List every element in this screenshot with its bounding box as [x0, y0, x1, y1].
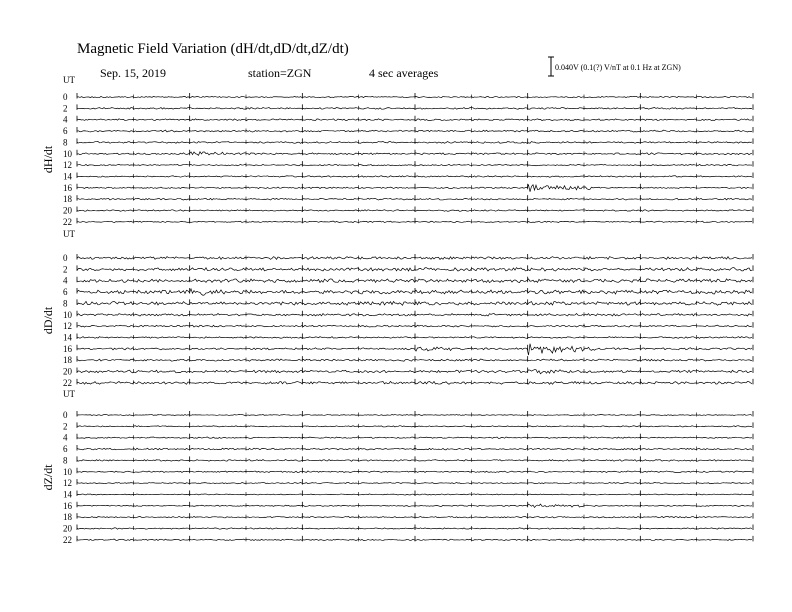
trace-line [77, 370, 752, 374]
station-label: station=ZGN [248, 66, 312, 80]
trace-line [77, 539, 752, 540]
trace-line [77, 130, 752, 132]
trace-line [77, 152, 752, 156]
trace-line [77, 528, 752, 529]
trace-line [77, 313, 752, 316]
trace-line [77, 108, 752, 110]
row-label: 22 [63, 216, 72, 227]
trace-line [77, 414, 752, 415]
row-label: 4 [63, 275, 68, 286]
trace-line [77, 448, 752, 450]
trace-line [77, 96, 752, 97]
row-label: 22 [63, 377, 72, 388]
panel-dH-dt [41, 75, 753, 227]
row-label: 16 [63, 500, 72, 511]
row-label: 6 [63, 444, 68, 455]
trace-line [77, 426, 752, 427]
panel-ylabel: dZ/dt [41, 464, 55, 491]
row-label: 2 [63, 264, 68, 275]
row-label: 0 [63, 253, 68, 263]
scale-bar-label: 0.040V (0.1(?) V/nT at 0.1 Hz at ZGN) [555, 63, 681, 72]
row-label: 0 [63, 92, 68, 102]
date-label: Sep. 15, 2019 [100, 66, 166, 80]
row-label: 8 [63, 137, 68, 148]
row-label: 2 [63, 421, 68, 432]
row-label: 12 [63, 478, 72, 489]
row-label: 4 [63, 432, 68, 443]
row-label: 12 [63, 160, 72, 171]
panel-ylabel: dH/dt [41, 145, 55, 174]
trace-line [77, 325, 752, 327]
trace-line [77, 141, 752, 143]
chart-title: Magnetic Field Variation (dH/dt,dD/dt,dZ/dt) [77, 41, 349, 57]
trace-line [77, 344, 752, 355]
trace-line [77, 164, 752, 165]
trace-line [77, 257, 752, 260]
trace-line [77, 516, 752, 517]
trace-line [77, 301, 752, 305]
row-label: 22 [63, 534, 72, 545]
row-label: 18 [63, 512, 72, 523]
trace-line [77, 185, 752, 192]
trace-line [77, 494, 752, 495]
row-label: 14 [63, 489, 72, 500]
row-label: 2 [63, 103, 68, 114]
row-label: 8 [63, 298, 68, 309]
row-label: 20 [63, 523, 72, 534]
trace-line [77, 437, 752, 438]
trace-line [77, 119, 752, 121]
row-label: 6 [63, 287, 68, 298]
trace-line [77, 482, 752, 483]
row-label: 14 [63, 171, 72, 182]
trace-line [77, 221, 752, 222]
row-label: 20 [63, 205, 72, 216]
row-label: 18 [63, 194, 72, 205]
panel-dD-dt [41, 229, 753, 388]
row-label: 16 [63, 182, 72, 193]
trace-line [77, 210, 752, 212]
averaging-label: 4 sec averages [369, 66, 439, 80]
trace-line [77, 381, 752, 384]
row-label: 10 [63, 148, 72, 159]
ut-axis-label: UT [63, 75, 75, 85]
row-label: 18 [63, 355, 72, 366]
trace-line [77, 504, 752, 507]
row-label: 10 [63, 466, 72, 477]
ut-axis-label: UT [63, 389, 75, 399]
trace-line [77, 279, 752, 283]
trace-line [77, 359, 752, 361]
scale-bar [548, 57, 681, 76]
row-label: 16 [63, 343, 72, 354]
trace-line [77, 471, 752, 473]
row-label: 6 [63, 126, 68, 137]
panel-dZ-dt [41, 389, 753, 545]
row-label: 8 [63, 455, 68, 466]
trace-line [77, 268, 752, 271]
row-label: 10 [63, 309, 72, 320]
trace-line [77, 289, 752, 295]
trace-line [77, 460, 752, 462]
row-label: 4 [63, 114, 68, 125]
row-label: 0 [63, 410, 68, 420]
trace-line [77, 198, 752, 200]
trace-line [77, 176, 752, 178]
row-label: 20 [63, 366, 72, 377]
row-label: 14 [63, 332, 72, 343]
row-label: 12 [63, 321, 72, 332]
trace-line [77, 337, 752, 339]
ut-axis-label: UT [63, 229, 75, 239]
panel-ylabel: dD/dt [41, 306, 55, 335]
